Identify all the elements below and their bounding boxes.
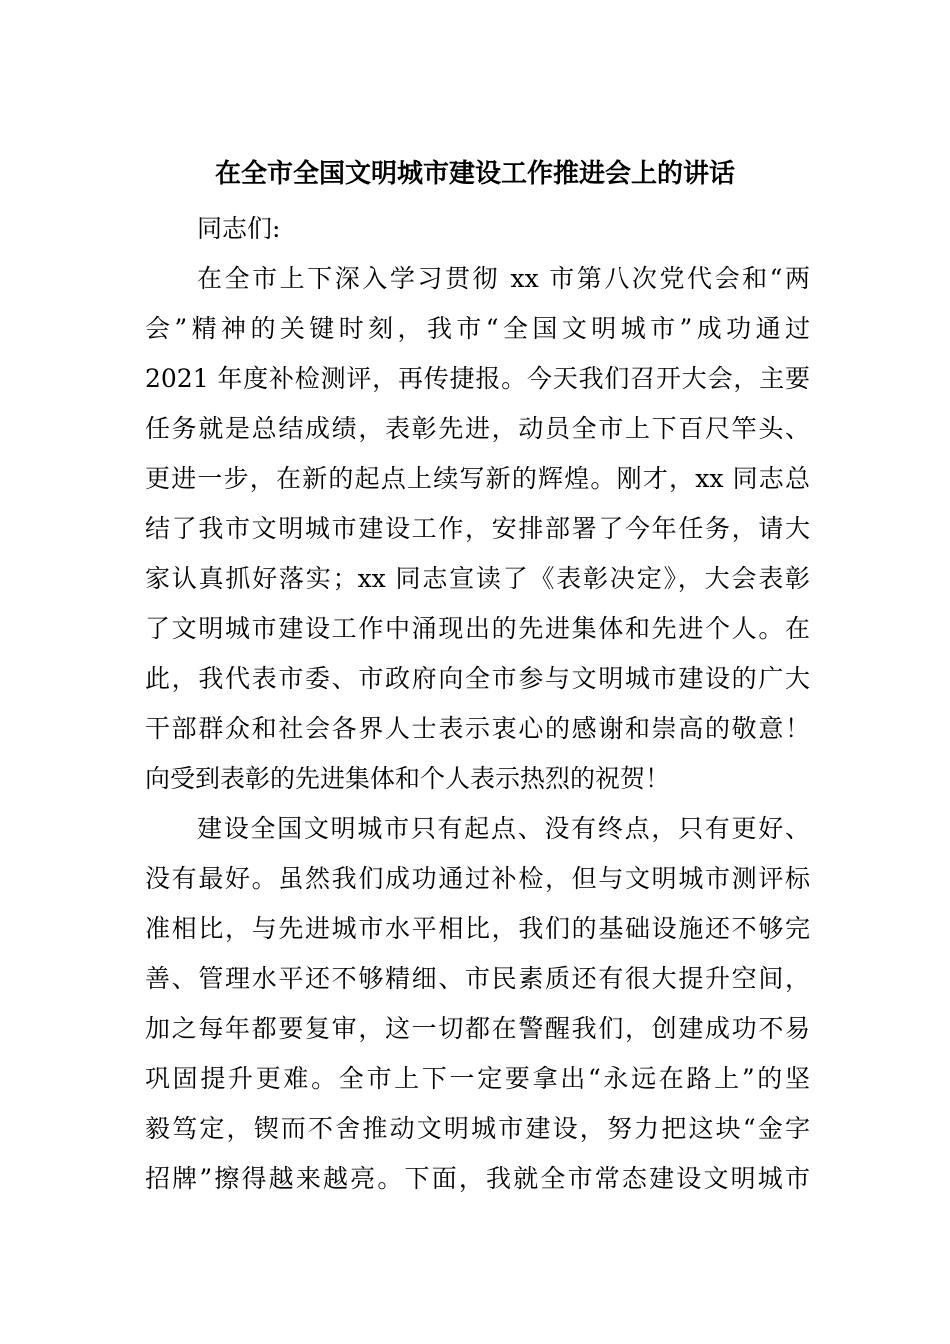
speech-title: 在全市全国文明城市建设工作推进会上的讲话: [214, 159, 735, 189]
paragraph-line: 没有最好。虽然我们成功通过补检，但与文明城市测评标: [145, 864, 810, 893]
paragraph-line: 结了我市文明城市建设工作，安排部署了今年任务，请大: [145, 514, 810, 543]
paragraph-line: 准相比，与先进城市水平相比，我们的基础设施还不够完: [145, 914, 810, 943]
salutation: 同志们:: [197, 214, 281, 243]
paragraph-line: 2021 年度补检测评，再传捷报。今天我们召开大会，主要: [145, 364, 810, 393]
paragraph-line: 毅笃定，锲而不舍推动文明城市建设，努力把这块“金字: [145, 1114, 810, 1143]
speech-body: [145, 204, 810, 1204]
paragraph-2: [145, 804, 810, 1204]
paragraph-line: 向受到表彰的先进集体和个人表示热烈的祝贺！: [145, 764, 671, 793]
paragraph-line: 在全市上下深入学习贯彻 xx 市第八次党代会和“两: [197, 264, 810, 293]
paragraph-line: 此，我代表市委、市政府向全市参与文明城市建设的广大: [145, 664, 810, 693]
paragraph-line: 加之每年都要复审，这一切都在警醒我们，创建成功不易: [145, 1014, 810, 1043]
paragraph-line: 干部群众和社会各界人士表示衷心的感谢和崇高的敬意！: [145, 714, 810, 743]
paragraph-line: 了文明城市建设工作中涌现出的先进集体和先进个人。在: [145, 614, 810, 643]
paragraph-line: 家认真抓好落实；xx 同志宣读了《表彰决定》，大会表彰: [145, 564, 810, 593]
paragraph-line: 招牌”擦得越来越亮。下面，我就全市常态建设文明城市: [145, 1164, 810, 1193]
paragraph-line: 任务就是总结成绩，表彰先进，动员全市上下百尺竿头、: [145, 414, 810, 443]
paragraph-line: 会”精神的关键时刻，我市“全国文明城市”成功通过: [145, 314, 810, 343]
paragraph-line: 善、管理水平还不够精细、市民素质还有很大提升空间，: [145, 964, 810, 993]
paragraph-1: [145, 254, 810, 804]
paragraph-line: 建设全国文明城市只有起点、没有终点，只有更好、: [197, 814, 810, 843]
paragraph-line: 巩固提升更难。全市上下一定要拿出“永远在路上”的坚: [145, 1064, 810, 1093]
paragraph-line: 更进一步，在新的起点上续写新的辉煌。刚才，xx 同志总: [145, 464, 810, 493]
